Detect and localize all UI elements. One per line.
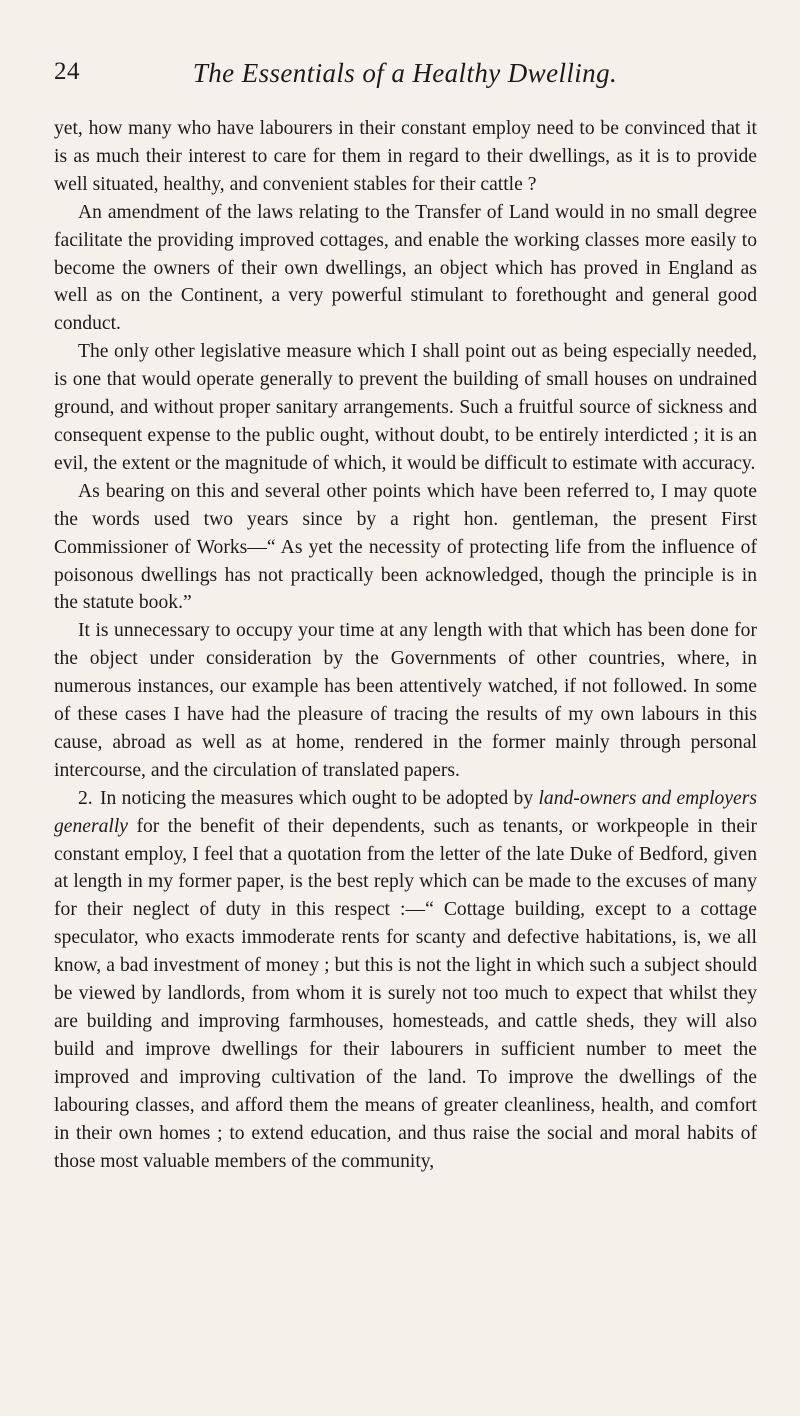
page-header [54,58,756,98]
emphasis-landowners: land-owners and employers generally [54,787,757,837]
paragraph-other-governments: It is unnecessary to occupy your time at any length with that which has been done for the object under consideration by the Governments of other countries, where, in numerous instances, our example has been attentively watched, if not followed. In some of these cases I have had the pleasure of tracing the results of my own labours in this cause, abroad as well as at home, rendered in the former mainly through personal intercourse, and the circulation of translated papers. [54,620,757,781]
paragraph-number: 2. [78,787,93,809]
paragraph-quotation-commissioner: As bearing on this and several other points which have been referred to, I may quote the words used two years since by a right hon. gentleman, the present First Commissioner of Works—“ As yet the necessity of protecting life from the influence of poisonous dwellings has not practically been acknowledged, though the principle is in the statute book.” [54,480,757,614]
paragraph-continuation: yet, how many who have labourers in their constant employ need to be convinced that it is as much their interest to care for them in regard to their dwellings, as it is to provide well situated, healthy, and convenient stables for their cattle ? [54,118,757,195]
running-title: The Essentials of a Healthy Dwelling. [192,58,618,88]
page-number: 24 [54,58,80,85]
paragraph-legislative-measure: The only other legislative measure which I shall point out as being especially needed, is one that would operate generally to prevent the building of small houses on undrained ground, and without proper sanitary arrangements. Such a fruitful source of sickness and consequent expense to the public ought, without doubt, to be entirely interdicted ; it is an evil, the extent or the magnitude of which, it would be difficult to estimate with accuracy. [54,341,757,474]
paragraph-landowners [54,785,757,1176]
body-text [54,115,757,1175]
paragraph-text-rest: for the benefit of their dependents, such as tenants, or workpeople in their constant employ, I feel that a quotation from the letter of the late Duke of Bedford, given at length in my former paper, is the best reply which can be made to the excuses of many for their neglect of duty in this respect :—“ Cottage building, except to a cottage speculator, who exacts immoderate rents for scanty and defective habitations, is, we all know, a bad investment of money ; but this is not the light in which such a subject should be viewed by landlords, from whom it is surely not too much to expect that whilst they are building and improving farmhouses, homesteads, and cattle sheds, they will also build and improve dwellings for their labourers in sufficient number to meet the improved and improving cultivation of the land. To improve the dwellings of the labouring classes, and afford them the means of greater cleanliness, health, and comfort in their own homes ; to extend education, and thus raise the social and moral habits of those most valuable members of the community, [54,815,757,1172]
paragraph-land-transfer: An amendment of the laws relating to the Transfer of Land would in no small degree facilitate the providing improved cottages, and enable the working classes more easily to become the owners of their own dwellings, an object which has proved in England as well as on the Continent, a very powerful stimulant to forethought and general good conduct. [54,201,757,335]
paragraph-text-lead: In noticing the measures which ought to be adopted by [100,787,534,809]
